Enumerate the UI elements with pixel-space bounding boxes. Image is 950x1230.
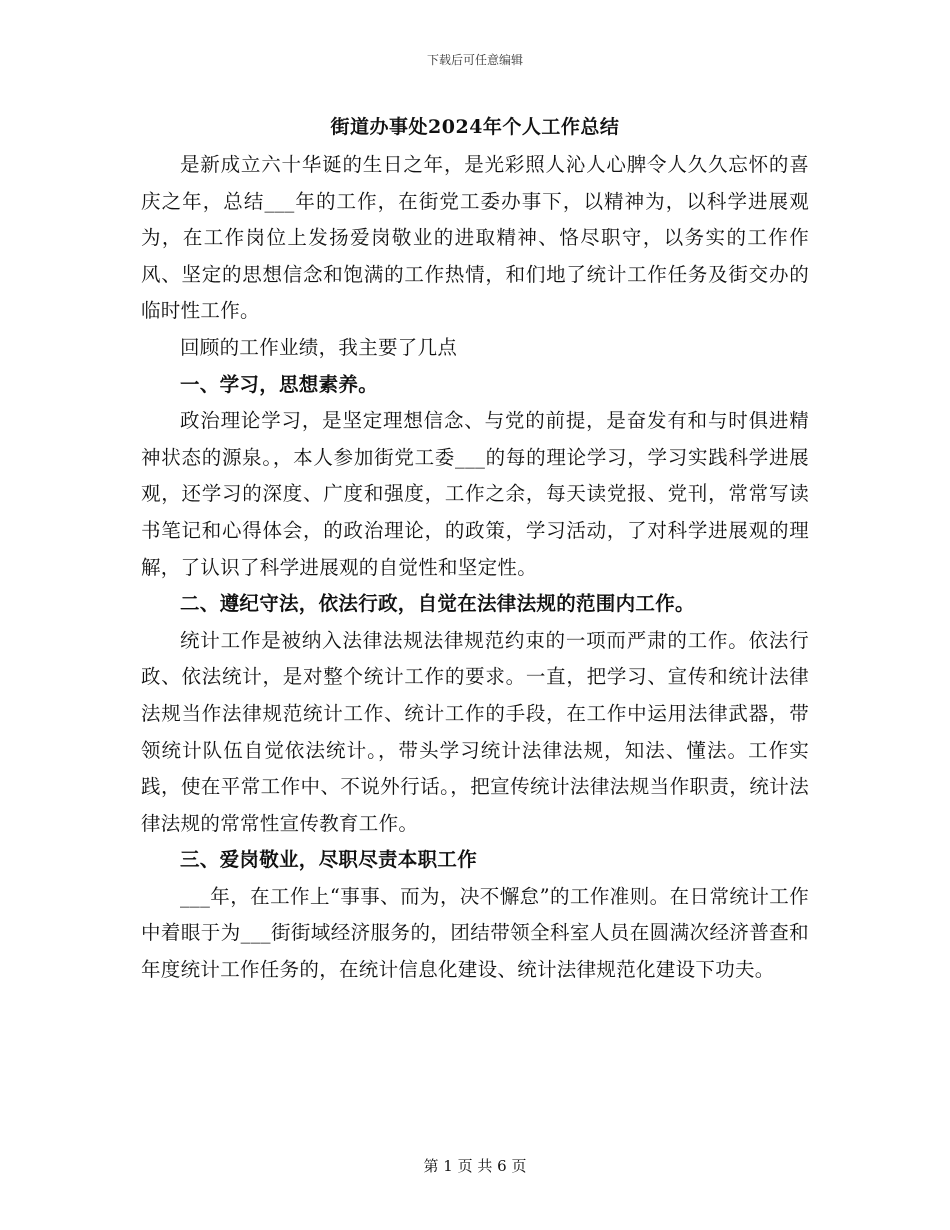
paragraph-duty: ___年，在工作上“事事、而为，决不懈怠”的工作准则。在日常统计工作中着眼于为___街街域经济服务的，团结带领全科室人员在圆满次经济普查和年度统计工作任务的，在统计信息化建设、统计法律规范化建设下功夫。 <box>141 884 809 982</box>
paragraph-law: 统计工作是被纳入法律法规法律规范约束的一项而严肃的工作。依法行政、依法统计，是对整个统计工作的要求。一直，把学习、宣传和统计法律法规当作法律规范统计工作、统计工作的手段，在工作中运用法律武器，带领统计队伍自觉依法统计。，带头学习统计法律法规，知法、懂法。工作实践，使在平常工作中、不说外行话。，把宣传统计法律法规当作职责，统计法律法规的常常性宣传教育工作。 <box>141 628 809 835</box>
page-header-note: 下载后可任意编辑 <box>426 53 523 67</box>
section-heading-2: 二、遵纪守法，依法行政，自觉在法律法规的范围内工作。 <box>180 592 695 616</box>
paragraph-review: 回顾的工作业绩，我主要了几点 <box>180 335 458 359</box>
section-heading-1: 一、学习，思想素养。 <box>180 372 379 396</box>
paragraph-study: 政治理论学习，是坚定理想信念、与党的前提，是奋发有和与时俱进精神状态的源泉。，本人参加街党工委___的每的理论学习，学习实践科学进展观，还学习的深度、广度和强度，工作之余，每天读党报、党刊，常常写读书笔记和心得体会，的政治理论，的政策，学习活动，了对科学进展观的理解，了认识了科学进展观的自觉性和坚定性。 <box>141 409 809 579</box>
document-title: 街道办事处2024年个人工作总结 <box>330 116 620 138</box>
document-body <box>141 147 809 989</box>
paragraph-intro: 是新成立六十华诞的生日之年，是光彩照人沁人心脾令人久久忘怀的喜庆之年，总结___年的工作，在街党工委办事下，以精神为，以科学进展观为，在工作岗位上发扬爱岗敬业的进取精神、恪尽职守，以务实的工作作风、坚定的思想信念和饱满的工作热情，和们地了统计工作任务及街交办的临时性工作。 <box>141 153 809 323</box>
page-number: 第 1 页 共 6 页 <box>423 1157 527 1175</box>
section-heading-3: 三、爱岗敬业，尽职尽责本职工作 <box>180 848 478 872</box>
